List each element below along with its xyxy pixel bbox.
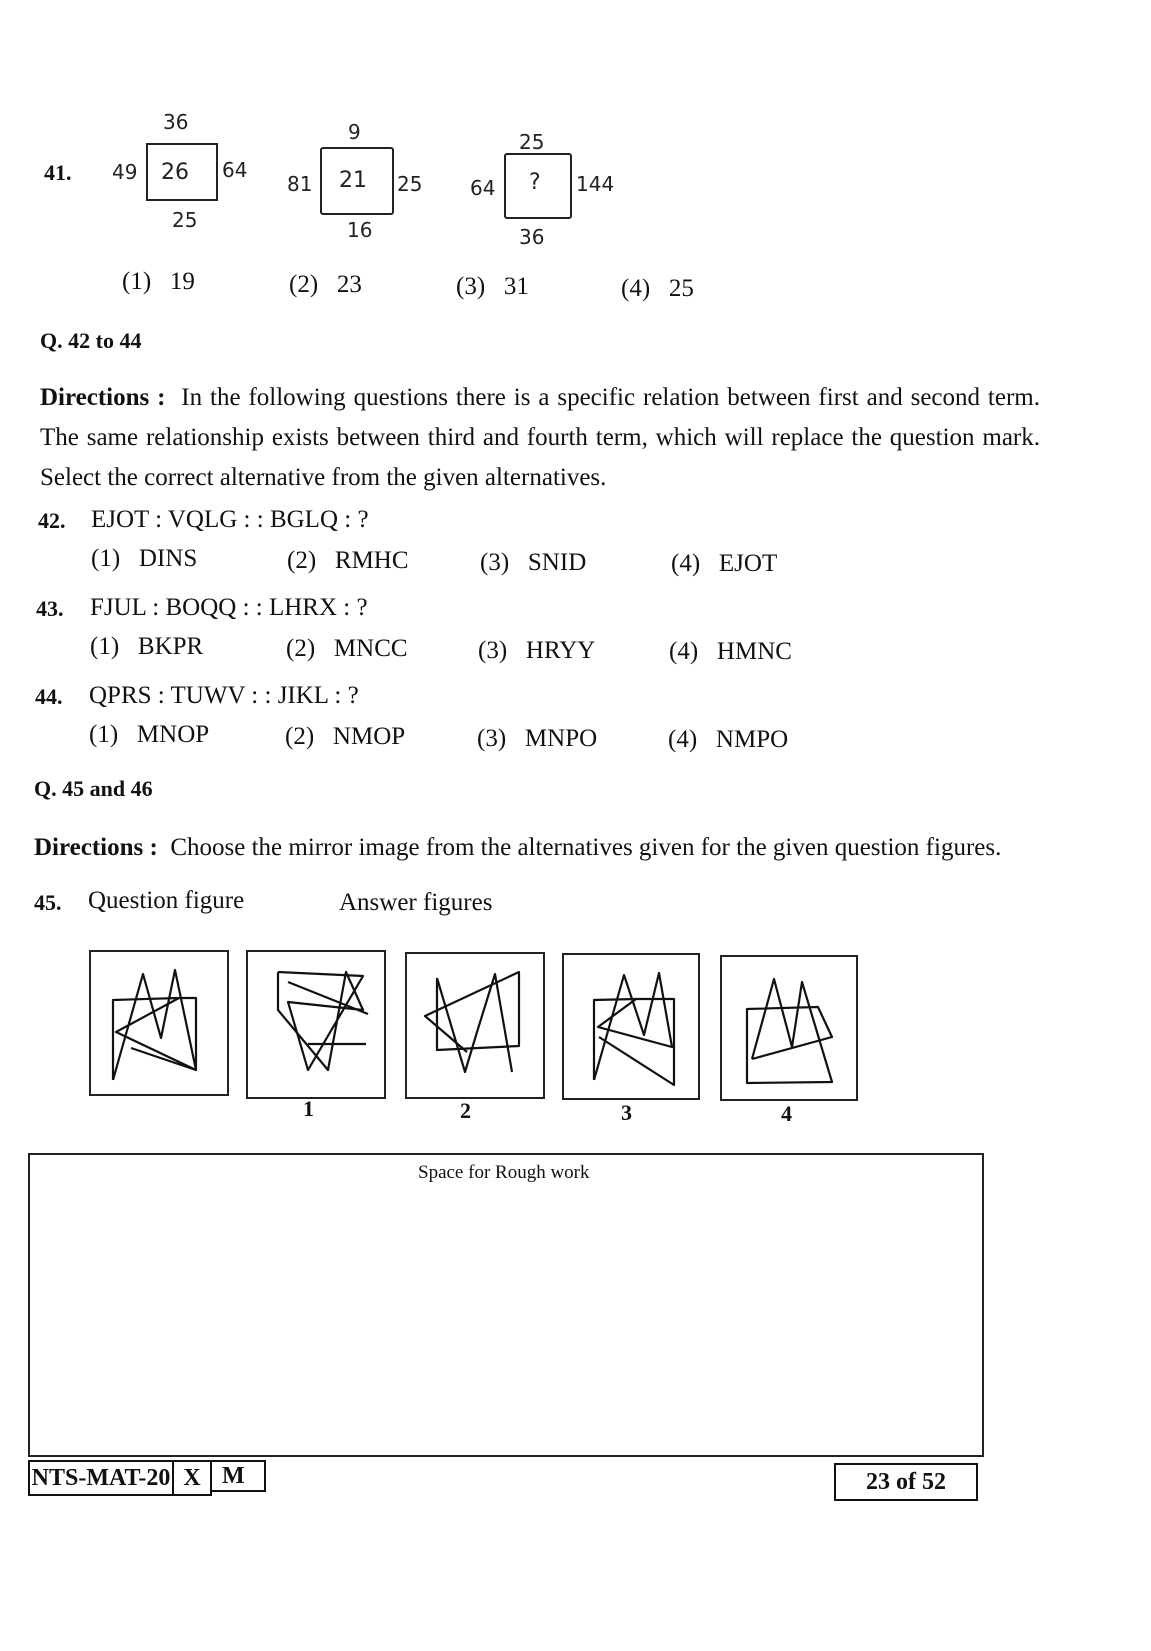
- option-text: 19: [169, 268, 195, 295]
- option-3[interactable]: [456, 273, 529, 301]
- option-4[interactable]: [668, 726, 788, 754]
- question-number: 42.: [38, 508, 66, 533]
- option-number: (1): [89, 721, 119, 748]
- answer-number-4: 4: [781, 1101, 792, 1126]
- answer-number-2: 2: [460, 1098, 471, 1123]
- option-text: NMPO: [715, 726, 789, 753]
- question-stem: EJOT : VQLG : : BGLQ : ?: [91, 506, 369, 533]
- figure-top-number: 25: [519, 130, 545, 154]
- option-3[interactable]: [478, 637, 595, 665]
- option-2[interactable]: [285, 723, 405, 751]
- figure-bottom-number: 36: [519, 225, 545, 249]
- option-4[interactable]: [671, 550, 777, 578]
- option-4[interactable]: [669, 638, 792, 666]
- option-1[interactable]: [122, 268, 195, 296]
- option-text: MNCC: [333, 635, 408, 662]
- directions-paragraph: [34, 834, 1001, 862]
- option-text: HMNC: [716, 638, 792, 665]
- option-number: (2): [286, 635, 316, 662]
- option-number: (1): [122, 268, 152, 295]
- question-figure: [89, 950, 229, 1096]
- figure-right-number: 25: [397, 172, 423, 196]
- figure-top-number: 36: [163, 110, 189, 134]
- question-figure-label: Question figure: [88, 887, 245, 914]
- directions-text: Choose the mirror image from the alternatives given for the given question figures.: [170, 834, 1002, 861]
- question-number: 44.: [35, 684, 63, 709]
- directions-label: Directions :: [40, 384, 166, 411]
- option-1[interactable]: [91, 545, 197, 573]
- question-stem: QPRS : TUWV : : JIKL : ?: [89, 682, 359, 709]
- option-text: MNOP: [136, 721, 210, 748]
- option-2[interactable]: [289, 271, 362, 299]
- option-4[interactable]: [621, 275, 694, 303]
- figure-left-number: 64: [470, 176, 496, 200]
- option-text: DINS: [138, 545, 198, 572]
- answer-figure-1[interactable]: [246, 950, 386, 1099]
- set-code: X: [172, 1460, 212, 1496]
- answer-number-3: 3: [621, 1100, 632, 1125]
- option-number: (3): [477, 725, 507, 752]
- option-1[interactable]: [89, 721, 209, 749]
- option-number: (4): [671, 550, 701, 577]
- option-text: BKPR: [137, 633, 204, 660]
- question-number: 43.: [36, 596, 64, 621]
- section-heading: Q. 42 to 44: [40, 328, 142, 353]
- option-text: EJOT: [718, 550, 778, 577]
- figure-right-number: 144: [576, 172, 615, 196]
- figure-top-number: 9: [348, 120, 361, 144]
- section-heading: Q. 45 and 46: [34, 776, 153, 801]
- option-text: MNPO: [524, 725, 598, 752]
- figure-bottom-number: 16: [347, 218, 373, 242]
- answer-figure-4[interactable]: [720, 955, 858, 1101]
- answer-figure-2[interactable]: [405, 952, 545, 1099]
- option-text: HRYY: [525, 637, 596, 664]
- figure-center-number: ?: [529, 170, 541, 195]
- option-number: (2): [289, 271, 319, 298]
- option-number: (4): [621, 275, 651, 302]
- option-2[interactable]: [286, 635, 408, 663]
- option-number: (1): [91, 545, 121, 572]
- option-text: 23: [336, 271, 362, 298]
- question-number: 41.: [44, 160, 72, 185]
- option-text: RMHC: [334, 547, 409, 574]
- figure-right-number: 64: [222, 158, 248, 182]
- option-text: 25: [668, 275, 694, 302]
- option-number: (2): [287, 547, 317, 574]
- directions-label: Directions :: [34, 834, 158, 861]
- option-number: (4): [668, 726, 698, 753]
- question-number: 45.: [34, 890, 62, 915]
- option-number: (3): [478, 637, 508, 664]
- figure-left-number: 81: [287, 172, 313, 196]
- medium-code: M: [210, 1460, 266, 1492]
- rough-work-label: Space for Rough work: [418, 1162, 590, 1183]
- option-3[interactable]: [480, 549, 586, 577]
- answer-figures-label: Answer figures: [339, 889, 493, 916]
- option-3[interactable]: [477, 725, 597, 753]
- option-number: (1): [90, 633, 120, 660]
- rough-work-area: [28, 1153, 984, 1457]
- option-text: SNID: [527, 549, 587, 576]
- option-number: (3): [456, 273, 486, 300]
- figure-center-number: 26: [161, 160, 189, 185]
- question-stem: FJUL : BOQQ : : LHRX : ?: [90, 594, 368, 621]
- directions-text: In the following questions there is a specific relation between first and second term. The same relationship exists between third and fourth term, which will replace the question mark. Select the correct alternative from the given alternatives.: [40, 384, 1040, 491]
- option-number: (3): [480, 549, 510, 576]
- option-text: NMOP: [332, 723, 406, 750]
- option-text: 31: [503, 273, 529, 300]
- option-number: (4): [669, 638, 699, 665]
- paper-code: NTS-MAT-20: [28, 1460, 174, 1496]
- directions-paragraph: [40, 378, 1040, 498]
- page-number: 23 of 52: [834, 1463, 978, 1501]
- option-number: (2): [285, 723, 315, 750]
- figure-bottom-number: 25: [172, 208, 198, 232]
- answer-number-1: 1: [303, 1096, 314, 1121]
- answer-figure-3[interactable]: [562, 953, 700, 1100]
- option-1[interactable]: [90, 633, 203, 661]
- figure-left-number: 49: [112, 160, 138, 184]
- figure-center-number: 21: [339, 168, 367, 193]
- option-2[interactable]: [287, 547, 409, 575]
